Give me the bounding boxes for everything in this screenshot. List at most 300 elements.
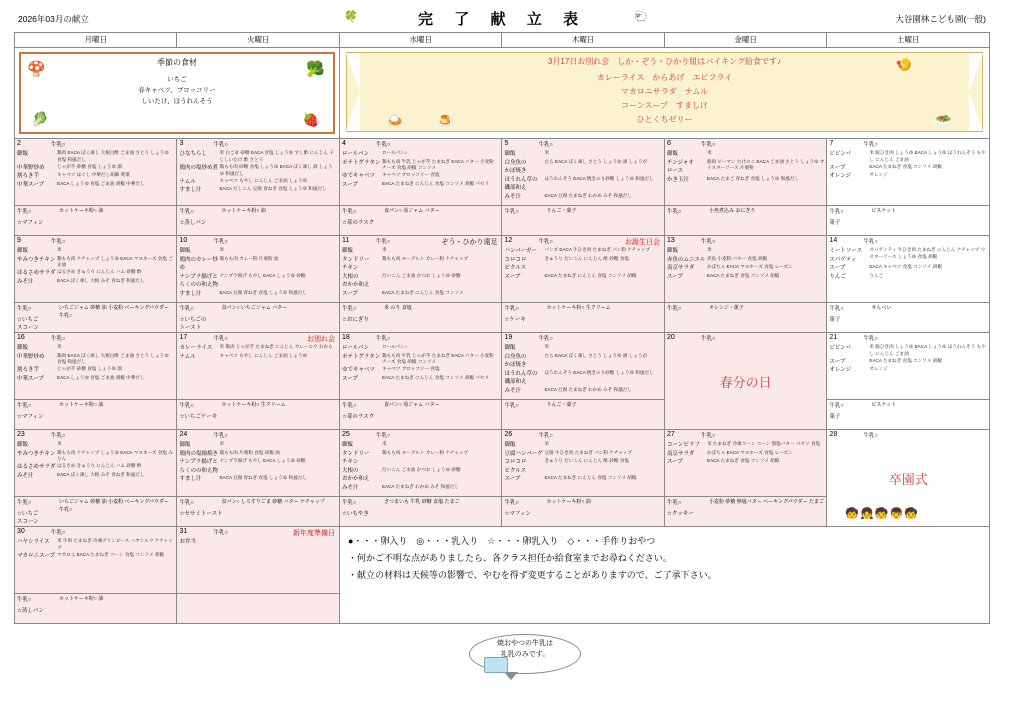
menu-row [15,256,176,270]
dish-ingredients: 米 [219,247,225,252]
snack-menu [827,206,989,235]
snack-menu [827,303,989,332]
milk-label: 牛乳○ [51,336,66,342]
snack-ingredients: ホットケーキ粉○ 油 [59,402,104,408]
dish-ingredients: 米 [57,441,62,446]
day-number: 25 [341,431,350,438]
menu-row [177,458,338,475]
week-row [15,139,990,236]
menu-row [340,344,501,353]
snack-ingredients: ホットケーキ粉○ 生クリーム [221,402,286,408]
day-number: 13 [666,237,675,244]
snack-name: ☆マフィン [17,220,44,226]
dish-ingredients: 米 [57,344,62,349]
menu-row [177,273,338,290]
day-cell[interactable] [177,430,339,527]
dish-ingredients: 鶏もも肉 ヨーグルト カレー粉 ケチャップ [381,255,469,261]
dish-ingredients: キャベツ ほぐし 中華だし胡麻 黄菜 [57,172,130,178]
dish-ingredients: じゃが芋 砂糖 食塩 しょうゆ 酒 [57,366,122,372]
dish-ingredients: 米 [706,247,712,252]
dish-ingredients: EACA たまねぎ にんじん 食塩 コンソメ 胡椒 [544,475,637,481]
day-cell[interactable] [664,333,826,430]
menu-row [340,450,501,467]
dish-ingredients: スパゲッティ 牛ひき肉 たまねぎ にんじん ケチャップ ウスターソース しょうゆ 食塩 胡椒 [869,247,986,259]
dish-ingredients: EACA たまねぎ 食塩 コンソメ 胡椒 [869,357,942,363]
snack-ingredients: ホットケーキ粉○ 油 [59,596,104,602]
dish-name: 御飯 [341,442,353,448]
snack-menu [177,303,338,332]
weekday-mon: 月曜日 [15,33,177,48]
milk-label: 牛乳○ [51,239,66,245]
lunch-menu [665,150,826,204]
menu-row [177,150,338,164]
milk-label: 牛乳○ [213,239,228,245]
dish-ingredients: 米 白ごま 砂糖 EACA 食塩 しょうゆ すし酢 にんじん 干ししいたけ 酢 さとう [219,150,334,162]
lunch-menu [665,441,826,495]
dish-ingredients: EACA たまねぎ にんじん 食塩 コンソメ [381,289,464,295]
dish-name: ゆでキャベツ [341,367,375,374]
snack-milk-label: 牛乳○ [17,403,32,409]
dish-name: 中華野炒め [17,164,45,171]
dish-name: みそ汁 [504,387,521,394]
mushroom-icon: 🍄 [27,61,46,78]
farewell-menu-line: ひとくちゼリー [636,115,693,124]
milk-label: 牛乳○ [213,530,228,536]
menu-row [15,463,176,472]
snack-milk-label: 牛乳○ [17,500,32,506]
snack-menu [15,303,176,332]
menu-row [665,159,826,176]
menu-row [827,366,989,375]
week-row [15,430,990,527]
season-text: いちご 春キャベツ、ブロッコリー しいたけ、ほうれんそう [138,76,216,106]
weekday-tue: 火曜日 [177,33,339,48]
lunch-menu [177,150,338,204]
snack-menu [15,400,176,429]
dish-name: 御飯 [179,248,191,254]
dish-name: 南京サラダ [666,265,695,272]
day-cell[interactable] [339,236,501,333]
day-number: 10 [179,237,188,244]
milk-label: 牛乳○ [213,142,228,148]
snack-ingredients: ホットケーキ粉○ 油 [221,208,266,214]
day-number: 27 [666,431,675,438]
lunch-menu [177,344,338,398]
menu-row [340,256,501,273]
snack-ingredients: 食パン○ 苺ジャム バター [383,208,440,214]
dish-name: オレンジ [829,173,852,180]
snack-ingredients: いちごジャム 砂糖 油 小麦粉 ベーキングパウダー 牛乳○ [59,499,169,513]
dish-ingredients: きゅうり だいこん にんじん 酢 砂糖 食塩 [544,458,629,464]
legend-line: ・献立の材料は天候等の影響で、やむを得ず変更することがありますので、ご了承下さい。 [347,570,717,581]
dish-name: マカロニスープ [17,552,55,559]
dish-ingredients: 鶏もも肉 砂糖 食塩 しょうゆ EACA ぼく凍し 酒 しょうゆ 和風だし [219,163,333,176]
dish-name: ミートソース スパゲティ [829,248,863,263]
snack-milk-label: 牛乳○ [179,500,194,506]
day-event-label: お誕生日会 [624,239,660,246]
menu-row [340,484,501,493]
day-cell[interactable] [177,333,339,430]
dish-name: ナムル [179,353,196,360]
dish-name: 御飯 [504,151,516,157]
menu-row [665,458,826,467]
menu-row [15,278,176,287]
milk-label: 牛乳○ [538,239,553,245]
snack-menu [177,497,338,526]
dish-name: かき玉汁 [666,176,689,183]
milk-label: 牛乳○ [213,336,228,342]
snack-menu [665,303,826,332]
menu-row [827,264,989,273]
menu-row [340,181,501,190]
snack-menu [177,594,338,623]
menu-row [340,159,501,173]
snack-ingredients: 食パン○ しろすりごま 砂糖 バター ケチャップ [221,499,325,505]
milk-label: 牛乳○ [538,142,553,148]
salad-icon: 🥗 [935,113,952,128]
snack-ingredients: 小麦粉 砂糖 無塩バター ベーキングパウダー たまご [708,499,824,505]
dish-ingredients: オレンジ [869,172,888,178]
day-number: 11 [341,237,350,244]
dish-name: すまし汁 [179,476,202,483]
milk-label: 牛乳○ [700,239,716,245]
lunch-menu [15,344,176,398]
snack-milk-label: 牛乳○ [17,306,32,312]
snack-menu [340,497,501,526]
menu-row [502,458,663,475]
dish-name: オレンジ [829,367,852,374]
snack-ingredients: オレンジ・菓子 [708,305,744,311]
dish-name: 白身魚の かぼ焼き [504,159,527,175]
menu-row [340,366,501,375]
snack-milk-label: 牛乳○ [179,306,194,312]
snack-milk-label: 牛乳○ [666,500,682,506]
dish-ingredients: 米 [219,441,225,446]
page-title: 完 了 献 立 表 [418,10,586,28]
milk-note-bubble: 焼おやつの牛乳は 礼乳のみです。 [469,634,581,674]
day-number: 18 [341,334,350,341]
snack-milk-label: 牛乳○ [17,209,32,215]
day-number: 12 [504,237,513,244]
snack-milk-label: 牛乳○ [341,209,357,215]
lunch-menu [15,247,176,301]
menu-row [665,176,826,185]
day-cell[interactable] [15,333,177,430]
menu-row [502,450,663,459]
milk-cup-icon [484,657,508,673]
menu-row [665,264,826,273]
menu-row [15,150,176,164]
snack-ingredients: ホットケーキ粉○ 油 [59,208,104,214]
day-cell[interactable] [15,236,177,333]
dish-name: はるさめサラダ [17,464,56,471]
week-row [15,527,990,624]
menu-row [177,186,338,195]
day-number: 26 [504,431,513,438]
dish-ingredients: EACA 豆腐 青ねぎ 食塩 しょうゆ 和風だし [219,475,308,481]
snack-ingredients: 小魚煮込み おにぎり [708,208,756,214]
day-cell[interactable] [827,236,990,333]
milk-label: 牛乳○ [375,142,391,148]
snack-ingredients: ホットケーキ粉○ 生クリーム [546,305,611,311]
menu-row [665,150,826,159]
holiday-label: 卒園式 [888,471,928,487]
dish-name: スープ [829,164,846,171]
snack-ingredients: りんご・菓子 [546,402,577,408]
dish-ingredients: 米 牛肉 たまねぎ 冷凍グリンピース ハヤシルウ ケチャップ [57,538,173,550]
menu-row [177,290,338,299]
snack-menu [340,400,501,429]
lunch-menu [177,441,338,495]
menu-row [340,290,501,299]
day-cell[interactable] [502,430,664,527]
snack-name: ☆マフィン [17,414,44,420]
dish-name: 御飯 [17,345,29,351]
day-cell[interactable] [177,139,339,236]
menu-row [502,193,663,202]
dish-name: 御飯 [341,248,353,254]
dish-name: スープ [666,459,683,466]
dish-ingredients: EACA 豆腐 青ねぎ 食塩 しょうゆ 和風だし [219,289,308,295]
menu-row [827,273,989,282]
day-cell[interactable] [664,236,826,333]
dish-name: 白身魚の かぼ焼き [504,353,527,369]
dish-ingredients: EACA たまねぎ にんじん 食塩 コンソメ 胡椒 [544,272,637,278]
dish-name: 豆腐ハンバーグ [504,450,543,457]
day-cell[interactable] [664,430,826,527]
dish-ingredients: バンズ EACA 牛ひき肉 たまねぎ パン粉 ケチャップ [544,247,650,252]
snack-name: ☆蒸しパン [179,220,207,226]
menu-row [502,370,663,387]
day-number: 5 [504,140,509,147]
milk-label: 牛乳○ [700,433,716,439]
day-number: 4 [341,140,346,147]
snack-name: ☆いちご スコーン [17,317,39,331]
broccoli-icon: 🥦 [306,61,325,78]
snack-menu [177,206,338,235]
dish-ingredients: じゃが芋 砂糖 食塩 しょうゆ 酒 [57,163,122,169]
sheet-header [14,6,990,32]
dish-name: りんご [829,273,846,280]
snack-ingredients: 米 のり 食塩 [383,305,412,311]
snack-menu [665,497,826,526]
dish-ingredients: たら EACA ぼく凍し さとう しょうゆ 酒 しょうが [544,158,648,164]
snack-milk-label: 牛乳○ [17,597,32,603]
feature-row [15,48,990,139]
lunch-menu [15,150,176,204]
dish-ingredients: たら EACA ぼく凍し さとう しょうゆ 酒 しょうが [544,352,648,358]
dish-ingredients: はるさめ きゅうり にんじん ハム 砂糖 酢 [57,269,142,275]
shrimp-icon: 🍤 [895,57,912,72]
day-number: 19 [504,334,513,341]
dish-ingredients: 米 [544,441,550,446]
day-cell[interactable] [339,430,501,527]
snack-name: 菓子 [829,317,841,323]
dish-ingredients: ナンプラ揚げ もやし EACA しょうゆ 砂糖 [219,458,306,464]
dish-ingredients: キャベツ もやし にんじん ごま油 しょうゆ [219,352,308,358]
menu-row [15,172,176,181]
day-event-label: 新年度準備日 [292,530,335,537]
snack-milk-label: 牛乳○ [504,500,519,506]
day-cell[interactable] [339,139,501,236]
dish-name: スープ [666,273,683,280]
menu-row [15,344,176,353]
dish-ingredients: 米 [706,150,712,155]
dish-name: チンジャオ ロース [666,159,694,175]
menu-row [340,353,501,367]
dish-ingredients: EACA たまねぎ 食塩 コンソメ 胡椒 [706,272,780,278]
menu-row [665,441,826,450]
lunch-menu [502,441,663,495]
dish-ingredients: 鶏もも肉 カレー粉 片栗粉 油 [219,255,279,261]
dish-ingredients: ナンプラ揚げ もやし EACA しょうゆ 砂糖 [219,272,306,278]
milk-label: 牛乳○ [375,433,391,439]
snack-ingredients: 食パン○ 苺ジャム バター [383,402,440,408]
dish-ingredients: 鶏もも肉 牛乳 じゃが芋 たまねぎ EACA バター 小麦粉 チーズ 食塩 胡椒 コンソメ [381,352,494,365]
pudding-icon: 🍮 [436,113,454,128]
snack-ingredients: 食パン○ いちごジャム バター [221,305,288,311]
day-cell[interactable] [502,236,664,333]
weekday-header-row [15,33,990,48]
season-ingredients-cell [15,48,340,139]
dish-ingredients: キャベツ ブロッコリー 食塩 [381,172,440,178]
menu-row [502,273,663,282]
menu-row [177,344,338,353]
dish-ingredients: EACA 豆腐 たまねぎ わかめ みそ 和風だし [544,192,632,198]
day-cell[interactable] [15,527,177,624]
snack-name: ☆いちごの トースト [179,317,207,331]
dish-ingredients: 米 鶏肉 じゃが芋 たまねぎ にんじん カレールウ おから [219,344,333,349]
menu-row [827,164,989,173]
dish-name: やみつきチキン [17,256,56,263]
dish-ingredients: ロールパン○ [381,344,408,349]
milk-label: 牛乳○ [51,142,66,148]
calendar-sheet [14,6,990,686]
lunch-menu [502,247,663,301]
day-number: 30 [17,528,25,535]
milk-label: 牛乳○ [538,336,553,342]
snack-milk-label: 牛乳○ [504,306,519,312]
day-cell[interactable] [15,139,177,236]
menu-row [502,176,663,193]
snack-name: ☆セサミトースト [179,511,223,517]
menu-calendar [14,32,990,624]
snack-milk-label: 牛乳○ [666,209,682,215]
week-row [15,236,990,333]
snack-name: ☆ケーキ [504,317,526,323]
day-number: 2 [17,140,21,147]
snack-name: ☆いもやき [341,511,369,517]
milk-label: 牛乳○ [700,336,716,342]
dish-ingredients: EACA ぼく凍し 大根 みそ 青ねぎ 和風だし [57,471,145,477]
day-cell[interactable] [827,333,990,430]
dish-name: みそ汁 [17,472,34,479]
day-cell[interactable] [827,430,990,527]
dish-name: 赤魚のムニエル [666,256,706,263]
dish-ingredients: オレンジ [869,366,888,372]
day-number: 17 [179,334,188,341]
menu-row [177,353,338,362]
farewell-menu-line: カレーライス からあげ エビフライ [596,73,733,82]
snack-milk-label: 牛乳○ [179,403,194,409]
day-cell[interactable] [502,333,664,430]
dish-ingredients: 鶏もも肉 ケチャップ しょうゆ EACA マヨネーズ 食塩 みりん [57,449,173,462]
snack-ingredients: りんご・菓子 [546,208,577,214]
header-month: 2026年03月の献立 [18,14,89,24]
day-cell[interactable] [339,333,501,430]
menu-row [340,375,501,384]
dish-name: みそ汁 [504,193,521,200]
dish-name: 御飯 [666,248,678,254]
menu-row [827,358,989,367]
strawberry-icon: 🍓 [302,112,319,127]
dish-name: ゆでキャベツ [341,173,375,180]
dish-name: 御飯 [504,345,516,351]
menu-row [340,150,501,159]
snack-name: ☆マフィン [504,511,531,517]
snack-ingredients: せんべい [871,305,892,311]
day-cell[interactable] [502,139,664,236]
dish-name: スープ [504,273,521,280]
snack-milk-label: 牛乳○ [829,306,844,312]
farewell-menu-line: マカロニサラダ ナムル [620,87,709,96]
dish-ingredients: だいこん ごま油 かつお しょうゆ 砂糖 [381,272,461,278]
menu-row [177,256,338,273]
dish-name: お弁当 [179,539,196,545]
menu-row [177,450,338,459]
lunch-menu [827,344,989,398]
snack-name: ☆いちごケーキ [179,414,218,420]
day-event-label: お別れ会 [306,336,335,343]
dish-ingredients: 米 たまねぎ 冷凍コーン コーン 無塩バター パセリ 食塩 [706,441,821,446]
milk-label: 牛乳○ [863,239,878,245]
dish-ingredients: 米 豚ひき肉 しょうゆ EACA しょうゆ ほうれんそう もやし にんじん ごま油 [869,344,986,356]
dish-ingredients: EACA キャベツ 食塩 コンソメ 胡椒 [869,264,942,270]
day-number: 16 [17,334,25,341]
dish-name: ハンバーガー [504,248,537,254]
day-cell[interactable] [827,139,990,236]
weekday-wed: 水曜日 [339,33,501,48]
lunch-menu [340,150,501,204]
children-illustration: 🧒👧🧒👦🧒 [845,508,919,520]
snack-milk-label: 牛乳○ [341,403,357,409]
snack-name: ☆おにぎり [341,317,369,323]
day-cell[interactable] [177,527,339,624]
dish-name: 鶏肉の塩揚焼き [179,450,218,457]
menu-row [502,150,663,159]
milk-label: 牛乳○ [51,530,66,536]
season-title: 季節の食材 [156,58,197,67]
dish-ingredients: EACA たまねぎ にんじん 食塩 コンソメ 胡椒 パセリ [381,374,490,380]
snack-menu [15,497,176,526]
dish-ingredients: 鶏もも肉 牛乳 じゃが芋 たまねぎ EACA バター 小麦粉 チーズ 食塩 胡椒 コンソメ [381,158,494,171]
day-cell[interactable] [177,236,339,333]
menu-row [340,441,501,450]
weekday-thu: 木曜日 [502,33,664,48]
day-cell[interactable] [664,139,826,236]
dish-name: ナムル [179,178,196,185]
snack-menu [502,400,663,429]
menu-row [177,247,338,256]
dish-ingredients: EACA たまねぎ わかめ みそ 和風だし [381,483,460,489]
dish-ingredients: だいこん ごま油 かつお しょうゆ 砂糖 [381,466,461,472]
menu-row [340,172,501,181]
dish-ingredients: EACA たまご 青ねぎ 食塩 しょうゆ 和風だし [706,175,800,181]
dish-name: スープ [504,476,521,483]
dish-ingredients: 米 [381,247,387,252]
dish-ingredients: EACA しょうゆ 食塩 ごま油 胡椒 中華だし [57,180,145,186]
day-cell[interactable] [15,430,177,527]
